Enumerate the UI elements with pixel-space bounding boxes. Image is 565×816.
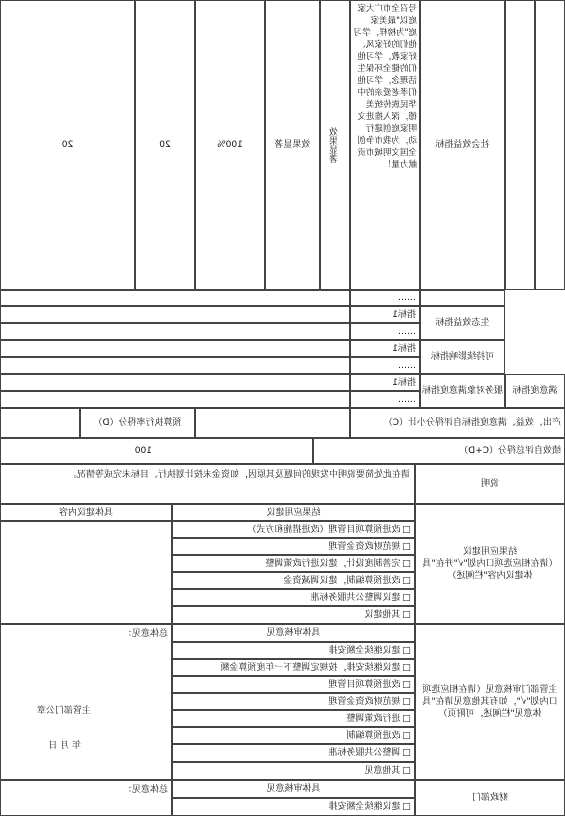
total-label: 绩效自评总得分（C+D） — [313, 438, 565, 464]
notes-label: 说明 — [415, 464, 565, 504]
suggestion-option[interactable]: □ 改进预算项目管理（改进措施和方式） — [172, 521, 415, 538]
weight-cell: 20 — [135, 0, 195, 290]
completion-rate: 100% — [195, 0, 265, 290]
finance-option[interactable]: □ 建议继续全额安排 — [172, 798, 415, 816]
social-benefit-actual: 效果显著 — [265, 0, 320, 290]
budget-score-label: 预算执行率得分（D） — [80, 408, 195, 438]
suggestions-header-left: 结果应用建议 — [172, 504, 415, 521]
dept-seal: 主管部门公章 — [36, 706, 91, 716]
dept-option[interactable]: □ 改进预算项目管理 — [172, 676, 415, 693]
suggestions-title: 结果应用建议 — [463, 547, 518, 557]
social-benefit-label: 社会效益指标 — [420, 0, 505, 290]
finance-overall-label: 总体意见： — [122, 785, 168, 795]
blank-cell — [0, 306, 350, 323]
suggestions-label — [415, 504, 565, 624]
dept-header-left: 具体审核意见 — [172, 624, 415, 642]
ellipsis-cell: …… — [350, 391, 420, 408]
satisfaction-label: 服务对象满意度指标 — [420, 374, 505, 408]
dept-overall-label: 总体意见： — [122, 629, 168, 639]
blank-cell — [420, 290, 505, 306]
dept-option[interactable]: □ 调整公共服务标准 — [172, 744, 415, 762]
blank-cell — [0, 323, 350, 340]
suggestions-sublabel: （请在相应选项口内划"√"并在"具体建议内容"栏阐述） — [422, 559, 558, 581]
finance-opinion-label: 财政部门 — [415, 780, 565, 816]
dept-opinion-label: 主管部门审核意见（请在相应选项口内划"√"，如有其他意见请在"具体意见"栏阐述，可附页） — [415, 624, 565, 780]
suggestion-option[interactable]: □ 其他建议 — [172, 606, 415, 624]
dept-option[interactable]: □ 建议继续安排，按规定调整下一年度预算金额 — [172, 659, 415, 676]
indicator-1: 指标1 — [350, 306, 420, 323]
ellipsis-cell: …… — [350, 290, 420, 306]
group-cell-sub — [505, 0, 535, 290]
dept-date: 年 月 日 — [48, 741, 81, 751]
total-value: 100 — [0, 438, 313, 464]
blank-cell — [0, 340, 350, 357]
dept-overall-opinion[interactable] — [0, 624, 172, 780]
indicator-1: 指标1 — [350, 374, 420, 391]
suggestion-option[interactable]: □ 完善制度设计，建议进行政策调整 — [172, 555, 415, 572]
suggestion-option[interactable]: □ 建议调整公共服务标准 — [172, 589, 415, 606]
social-benefit-text: 号召全市广大家庭以"最美家庭"为榜样，学习他们的好家风、好家教，学习他们的健全环保生活理念，学习他们孝老爱亲的中华民族传统美德，深入推进文明家庭创建行动，为我市争创全国文明城市贡献力量！ — [350, 0, 420, 290]
dept-option[interactable]: □ 规范财政资金管理 — [172, 693, 415, 710]
ecological-label: 生态效益指标 — [420, 306, 505, 340]
output-subtotal-value — [195, 408, 350, 438]
finance-header-left: 具体审核意见 — [172, 780, 415, 798]
blank-cell — [0, 374, 350, 391]
suggestions-header-right: 具体建议内容 — [0, 504, 172, 521]
dept-option[interactable]: □ 改进预算编制 — [172, 727, 415, 744]
suggestion-option[interactable]: □ 改进预算编制，建议调减资金 — [172, 572, 415, 589]
sustainable-label: 可持续影响指标 — [420, 340, 505, 374]
output-subtotal-label: 产出、效益、满意度指标自评得分小计（C） — [350, 408, 565, 438]
score-cell: 20 — [0, 0, 135, 290]
finance-overall-opinion[interactable] — [0, 780, 172, 816]
social-benefit-grade — [320, 0, 350, 290]
budget-score-value — [0, 408, 80, 438]
dept-option[interactable]: □ 其他意见 — [172, 762, 415, 780]
blank-cell — [0, 357, 350, 374]
dept-option[interactable]: □ 进行政策调整 — [172, 710, 415, 727]
suggestion-option[interactable]: □ 规范财政资金管理 — [172, 538, 415, 555]
ellipsis-cell: …… — [350, 357, 420, 374]
blank-cell — [0, 290, 350, 306]
blank-cell — [0, 391, 350, 408]
group-cell-left — [535, 0, 565, 290]
social-benefit-grade-text: 效果显著 — [330, 127, 340, 163]
ellipsis-cell: …… — [350, 323, 420, 340]
notes-text: 请在此处简要说明中发现的问题及其原因，如资金未按计划执行、目标未完成等情况。 — [0, 464, 415, 504]
indicator-1: 指标1 — [350, 340, 420, 357]
satisfaction-group: 满意度指标 — [505, 374, 565, 408]
suggestion-detail-input[interactable] — [0, 521, 172, 624]
dept-option[interactable]: □ 建议继续全额安排 — [172, 642, 415, 659]
